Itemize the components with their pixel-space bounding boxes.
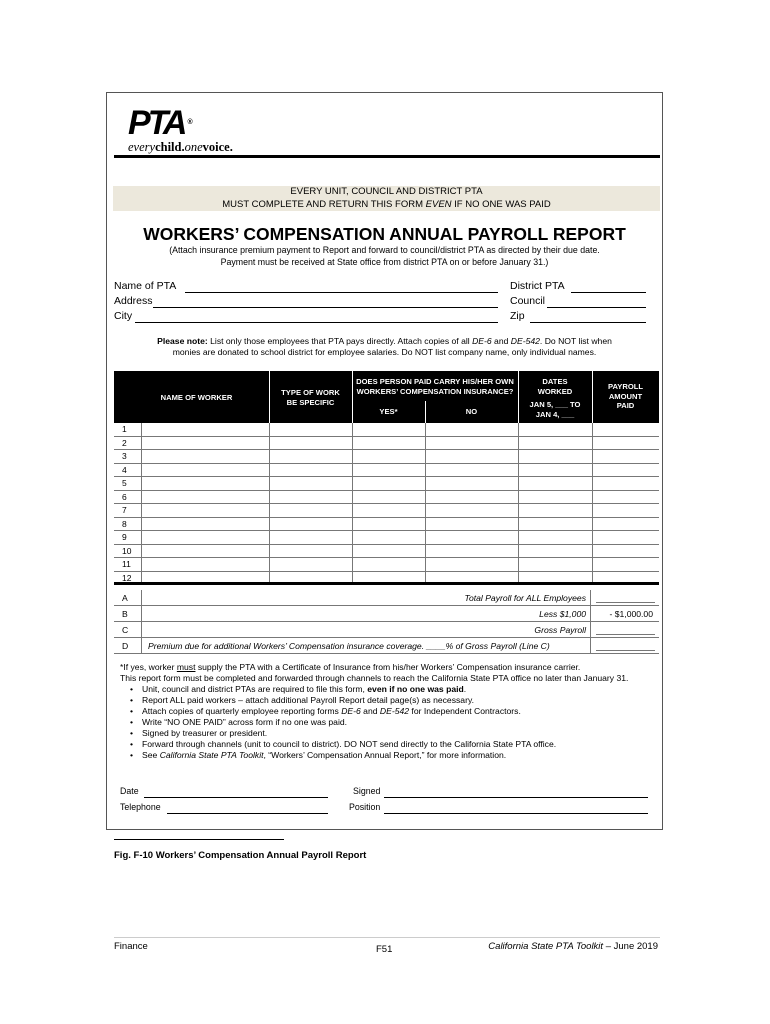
- please-note: Please note: List only those employees that PTA pays directly. Attach copies of all DE-6 and DE-542. Do NOT list when monies are donated to school district for employee salaries. Do NOT list company name, only individual names.: [157, 336, 612, 357]
- table-row: [114, 437, 659, 451]
- table-cell[interactable]: [269, 558, 352, 571]
- row-number: 7: [122, 505, 127, 515]
- instruction-item: • Attach copies of quarterly employee reporting forms DE-6 and DE-542 for Independent Contractors.: [130, 706, 650, 717]
- table-cell[interactable]: [592, 450, 659, 463]
- table-cell[interactable]: [269, 518, 352, 531]
- table-cell[interactable]: [425, 491, 518, 504]
- table-row: [114, 450, 659, 464]
- col-type-of-work: TYPE OF WORK BE SPECIFIC: [281, 388, 340, 407]
- table-cell[interactable]: [269, 437, 352, 450]
- row-number: 12: [122, 572, 132, 583]
- table-cell[interactable]: [425, 531, 518, 544]
- summary-row-a: A Total Payroll for ALL Employees: [114, 590, 659, 606]
- table-cell[interactable]: [592, 558, 659, 571]
- district-pta-field[interactable]: [571, 280, 646, 293]
- pta-logo-tagline: everychild.onevoice.: [128, 140, 233, 154]
- table-cell[interactable]: [269, 423, 352, 436]
- caption-rule: [114, 839, 284, 840]
- signed-field[interactable]: [384, 785, 648, 798]
- table-cell[interactable]: [592, 504, 659, 517]
- table-cell[interactable]: [352, 477, 425, 490]
- col-insurance: DOES PERSON PAID CARRY HIS/HER OWN WORKERS’ COMPENSATION INSURANCE?: [356, 377, 514, 396]
- row-number: 1: [122, 424, 127, 434]
- table-cell[interactable]: [592, 464, 659, 477]
- gross-payroll-field[interactable]: [596, 634, 655, 635]
- date-label: Date: [120, 786, 139, 796]
- table-cell[interactable]: [269, 464, 352, 477]
- table-cell[interactable]: [592, 477, 659, 490]
- pta-logo-mark: PTA ®: [128, 104, 190, 142]
- table-cell[interactable]: [352, 504, 425, 517]
- row-number: 11: [122, 559, 131, 569]
- instruction-item: • Unit, council and district PTAs are required to file this form, even if no one was paid.: [130, 684, 650, 695]
- table-cell[interactable]: [592, 518, 659, 531]
- instructions: *If yes, worker must supply the PTA with a Certificate of Insurance from his/her Workers’ Compensation insurance carrier. This report form must be completed and forwarded through channels to reach the California State PTA office no later than January 31. • Unit, council and district PTAs are required to file this form, even if no one was paid. • Report ALL paid workers – attach additional Payroll Report detail page(s) as necessary. • Attach copies of quarterly employee reporting forms DE-6 and DE-542 for Independent Contractors. • Write “NO ONE PAID” across form if no one was paid. • Signed by treasurer or president. • Forward through channels (unit to council to district). DO NOT send directly to the California State PTA office. • See California State PTA Toolkit, “Workers’ Compensation Annual Report,” for more information.: [120, 662, 650, 761]
- table-cell[interactable]: [141, 437, 269, 450]
- table-cell[interactable]: [141, 423, 269, 436]
- table-cell[interactable]: [141, 477, 269, 490]
- table-cell[interactable]: [352, 518, 425, 531]
- table-cell[interactable]: [518, 464, 592, 477]
- table-row: [114, 558, 659, 572]
- instruction-item: • Forward through channels (unit to council to district). DO NOT send directly to the California State PTA office.: [130, 739, 650, 750]
- address-label: Address: [114, 295, 153, 307]
- table-row: [114, 477, 659, 491]
- date-field[interactable]: [144, 785, 328, 798]
- telephone-label: Telephone: [120, 802, 161, 812]
- table-cell[interactable]: [425, 450, 518, 463]
- table-cell[interactable]: [592, 423, 659, 436]
- district-pta-label: District PTA: [510, 280, 565, 292]
- summary-row-d: D Premium due for additional Workers’ Compensation insurance coverage. ____% of Gross Payroll (Line C): [114, 638, 659, 654]
- signed-label: Signed: [353, 786, 381, 796]
- table-cell[interactable]: [425, 558, 518, 571]
- header-rule: [114, 155, 660, 158]
- city-field[interactable]: [135, 310, 498, 323]
- table-row: [114, 531, 659, 545]
- col-yes: YES*: [379, 407, 398, 416]
- premium-due-field[interactable]: [596, 650, 655, 651]
- page-number: F51: [376, 944, 393, 955]
- table-cell[interactable]: [592, 437, 659, 450]
- table-cell[interactable]: [352, 491, 425, 504]
- city-label: City: [114, 310, 133, 322]
- total-payroll-field[interactable]: [596, 602, 655, 603]
- table-cell[interactable]: [425, 477, 518, 490]
- table-cell[interactable]: [141, 504, 269, 517]
- table-cell[interactable]: [269, 545, 352, 558]
- table-cell[interactable]: [269, 504, 352, 517]
- table-cell[interactable]: [352, 450, 425, 463]
- table-row: [114, 545, 659, 559]
- council-field[interactable]: [547, 295, 646, 308]
- footer-section: Finance: [114, 941, 148, 952]
- col-no: NO: [465, 407, 478, 416]
- pta-logo: [128, 106, 233, 154]
- table-cell[interactable]: [518, 558, 592, 571]
- table-cell[interactable]: [425, 437, 518, 450]
- summary-row-c: C Gross Payroll: [114, 622, 659, 638]
- table-cell[interactable]: [518, 504, 592, 517]
- table-cell[interactable]: [518, 450, 592, 463]
- row-number: 8: [122, 518, 127, 529]
- table-cell[interactable]: [518, 545, 592, 558]
- col-name-of-worker: NAME OF WORKER: [160, 393, 233, 402]
- col-payroll-amount: PAYROLL AMOUNT PAID: [607, 382, 644, 410]
- summary-row-b: B Less $1,000 - $1,000.00: [114, 606, 659, 622]
- less-amount: - $1,000.00: [609, 609, 653, 619]
- table-cell[interactable]: [425, 464, 518, 477]
- table-cell[interactable]: [518, 531, 592, 544]
- table-cell[interactable]: [592, 531, 659, 544]
- position-label: Position: [349, 802, 381, 812]
- footer-publication: California State PTA Toolkit – June 2019: [488, 941, 658, 952]
- table-cell[interactable]: [518, 477, 592, 490]
- payroll-table-body: [114, 423, 659, 585]
- form-title: WORKERS’ COMPENSATION ANNUAL PAYROLL REPORT: [143, 224, 626, 244]
- instruction-item: • See California State PTA Toolkit, “Workers’ Compensation Annual Report,” for more information.: [130, 750, 650, 761]
- table-cell[interactable]: [141, 464, 269, 477]
- row-number: 3: [122, 451, 127, 461]
- instruction-item: • Report ALL paid workers – attach additional Payroll Report detail page(s) as necessary.: [130, 695, 650, 706]
- table-cell[interactable]: [518, 518, 592, 531]
- table-row: [114, 423, 659, 437]
- table-cell[interactable]: [518, 423, 592, 436]
- zip-label: Zip: [510, 310, 525, 322]
- table-cell[interactable]: [141, 558, 269, 571]
- table-cell[interactable]: [425, 545, 518, 558]
- table-cell[interactable]: [141, 518, 269, 531]
- row-number: 4: [122, 464, 127, 475]
- row-number: 6: [122, 491, 127, 502]
- row-number: 9: [122, 532, 127, 542]
- table-cell[interactable]: [352, 531, 425, 544]
- instruction-banner: EVERY UNIT, COUNCIL AND DISTRICT PTA MUST COMPLETE AND RETURN THIS FORM EVEN IF NO ONE WAS PAID: [113, 186, 660, 211]
- col-dates-worked: DATES WORKED JAN 5, ___ TO JAN 4, ___: [529, 377, 581, 419]
- table-cell[interactable]: [141, 450, 269, 463]
- position-field[interactable]: [384, 801, 648, 814]
- table-row: [114, 464, 659, 478]
- council-label: Council: [510, 295, 546, 307]
- table-cell[interactable]: [352, 464, 425, 477]
- row-number: 2: [122, 437, 127, 448]
- table-cell[interactable]: [141, 531, 269, 544]
- table-cell[interactable]: [269, 491, 352, 504]
- table-divider: [114, 582, 659, 585]
- figure-caption: Fig. F-10 Workers’ Compensation Annual Payroll Report: [114, 850, 367, 861]
- zip-field[interactable]: [530, 310, 646, 323]
- table-cell[interactable]: [269, 531, 352, 544]
- table-row: [114, 491, 659, 505]
- table-cell[interactable]: [269, 450, 352, 463]
- table-cell[interactable]: [141, 491, 269, 504]
- instruction-item: • Signed by treasurer or president.: [130, 728, 650, 739]
- form-subtitle: (Attach insurance premium payment to Report and forward to council/district PTA as directed by their due date. Payment must be received at State office from district PTA on or before January 31.): [169, 245, 600, 267]
- table-cell[interactable]: [352, 423, 425, 436]
- table-cell[interactable]: [352, 558, 425, 571]
- table-cell[interactable]: [592, 491, 659, 504]
- table-cell[interactable]: [518, 491, 592, 504]
- telephone-field[interactable]: [167, 801, 328, 814]
- payroll-summary: [114, 590, 659, 654]
- instruction-item: • Write “NO ONE PAID” across form if no one was paid.: [130, 717, 650, 728]
- table-cell[interactable]: [425, 504, 518, 517]
- table-cell[interactable]: [352, 545, 425, 558]
- address-field[interactable]: [153, 295, 498, 308]
- name-of-pta-label: Name of PTA: [114, 280, 177, 292]
- table-cell[interactable]: [518, 437, 592, 450]
- table-row: [114, 504, 659, 518]
- table-row: [114, 518, 659, 532]
- table-cell[interactable]: [425, 518, 518, 531]
- footer-rule: [114, 937, 660, 938]
- name-of-pta-field[interactable]: [185, 280, 498, 293]
- row-number: 10: [122, 545, 132, 556]
- table-cell[interactable]: [592, 545, 659, 558]
- table-cell[interactable]: [425, 423, 518, 436]
- table-cell[interactable]: [141, 545, 269, 558]
- row-number: 5: [122, 478, 127, 488]
- payroll-table-header: [114, 371, 659, 423]
- table-cell[interactable]: [352, 437, 425, 450]
- table-cell[interactable]: [269, 477, 352, 490]
